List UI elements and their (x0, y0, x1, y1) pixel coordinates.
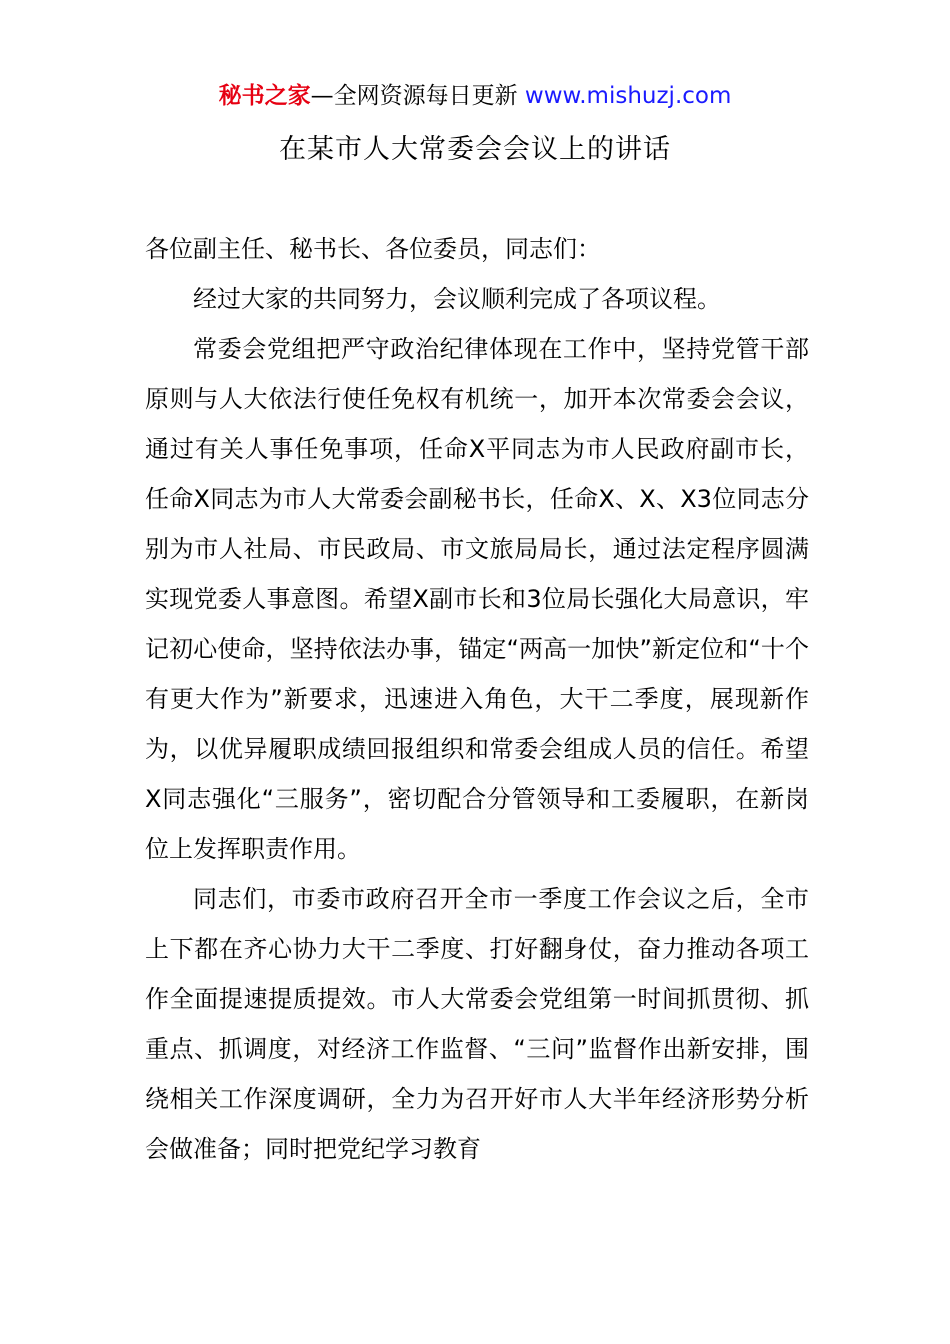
salutation: 各位副主任、秘书长、各位委员，同志们： (145, 235, 601, 263)
paragraph: 经过大家的共同努力，会议顺利完成了各项议程。 (193, 285, 721, 313)
document-title: 在某市人大常委会会议上的讲话 (279, 134, 671, 165)
site-url-link[interactable]: www.mishuzj.com (524, 83, 732, 109)
document-body (145, 224, 809, 1174)
site-brand: 秘书之家 (218, 83, 311, 109)
paragraph: 同志们，市委市政府召开全市一季度工作会议之后，全市上下都在齐心协力大干二季度、打好翻身仗，奋力推动各项工作全面提速提质提效。市人大常委会党组第一时间抓贯彻、抓重点、抓调度，对经济工作监督、“三问”监督作出新安排，围绕相关工作深度调研，全力为召开好市人大半年经济形势分析会做准备；同时把党纪学习教育 (145, 885, 809, 1163)
site-tagline: —全网资源每日更新 (310, 83, 525, 109)
site-header (0, 80, 950, 112)
paragraph: 常委会党组把严守政治纪律体现在工作中，坚持党管干部原则与人大依法行使任免权有机统一，加开本次常委会会议，通过有关人事任免事项，任命X平同志为市人民政府副市长，任命X同志为市人大常委会副秘书长，任命X、X、X3位同志分别为市人社局、市民政局、市文旅局局长，通过法定程序圆满实现党委人事意图。希望X副市长和3位局长强化大局意识，牢记初心使命，坚持依法办事，锚定“两高一加快”新定位和“十个有更大作为”新要求，迅速进入角色，大干二季度，展现新作为，以优异履职成绩回报组织和常委会组成人员的信任。希望X同志强化“三服务”，密切配合分管领导和工委履职，在新岗位上发挥职责作用。 (145, 335, 809, 863)
